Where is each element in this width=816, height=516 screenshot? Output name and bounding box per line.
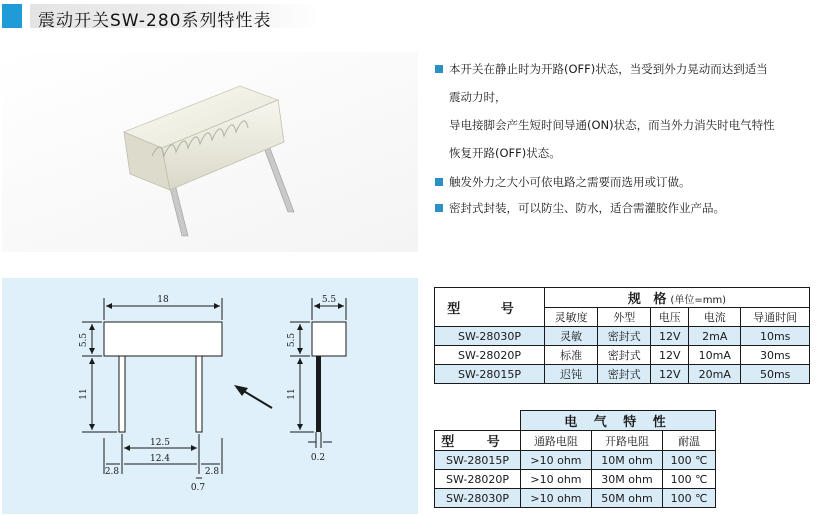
table-row [435, 489, 716, 508]
spec-cell: SW-28020P [435, 346, 545, 365]
dimension-drawing-svg [2, 278, 418, 514]
spec-cell: 密封式 [598, 365, 651, 384]
page-title: 震动开关SW-280系列特性表 [38, 11, 272, 31]
table-row [435, 365, 810, 384]
spec-title-cell [545, 288, 810, 308]
spec-cell: 12V [651, 365, 689, 384]
feature-list [435, 62, 810, 215]
table-row [435, 327, 810, 346]
dim-body-length: 18 [157, 295, 169, 305]
spec-cell: 20mA [689, 365, 741, 384]
elec-cell: 50M ohm [591, 489, 662, 508]
feature-3-text: 密封式封装，可以防尘、防水，适合需灌胶作业产品。 [449, 201, 725, 215]
spec-cell: 12V [651, 346, 689, 365]
table-row [435, 346, 810, 365]
elec-col-on-resistance: 通路电阻 [521, 431, 592, 451]
spec-cell: 密封式 [598, 346, 651, 365]
elec-cell: 100 ℃ [663, 470, 716, 489]
spec-cell: 灵敏 [545, 327, 598, 346]
spec-cell: 10ms [741, 327, 810, 346]
feature-item-2 [435, 175, 810, 189]
spec-cell: 2mA [689, 327, 741, 346]
spec-cell: 密封式 [598, 327, 651, 346]
bullet-square-icon [435, 65, 443, 73]
feature-1-line-3: 导电接脚会产生短时间导通(ON)状态，而当外力消失时电气特性 [449, 118, 775, 132]
dim-side-lead-thickness: 0.2 [310, 453, 326, 463]
spec-unit: (单位=mm) [670, 295, 727, 306]
table-row [435, 470, 716, 489]
feature-item-3 [435, 201, 810, 215]
feature-1-line-4: 恢复开路(OFF)状态。 [449, 146, 561, 160]
spec-cell: 迟钝 [545, 365, 598, 384]
bullet-square-icon [435, 204, 443, 212]
elec-title: 电 气 特 性 [521, 411, 716, 431]
spec-cell: SW-28030P [435, 327, 545, 346]
dim-lead-edge-left: 2.8 [104, 467, 120, 477]
dim-side-width: 5.5 [321, 295, 337, 305]
electrical-table [434, 410, 716, 508]
dim-lead-length: 11 [79, 388, 89, 400]
dim-lead-width: 0.7 [190, 483, 206, 493]
bullet-square-icon [435, 178, 443, 186]
spec-col-form: 外型 [598, 308, 651, 327]
spec-model-header: 型 号 [435, 288, 545, 327]
spec-table [434, 287, 810, 384]
product-photo [2, 52, 418, 252]
feature-item-1 [435, 62, 810, 160]
dimension-drawing [2, 278, 418, 514]
table-row [435, 451, 716, 470]
spec-cell: 标准 [545, 346, 598, 365]
elec-cell: 100 ℃ [663, 451, 716, 470]
elec-cell: SW-28015P [435, 451, 521, 470]
spec-col-sensitivity: 灵敏度 [545, 308, 598, 327]
elec-cell: 10M ohm [591, 451, 662, 470]
elec-cell: SW-28030P [435, 489, 521, 508]
feature-1-line-1: 本开关在静止时为开路(OFF)状态，当受到外力晃动而达到适当 [449, 62, 768, 76]
elec-cell: 100 ℃ [663, 489, 716, 508]
elec-col-off-resistance: 开路电阻 [591, 431, 662, 451]
spec-cell: 12V [651, 327, 689, 346]
spec-cell: 30ms [741, 346, 810, 365]
feature-1-line-2: 震动力时， [449, 90, 507, 104]
elec-cell: >10 ohm [521, 489, 592, 508]
dim-side-lead: 11 [287, 388, 297, 400]
spec-title: 规 格 [627, 292, 671, 307]
dim-pitch-inner: 12.4 [149, 454, 171, 464]
spec-cell: 10mA [689, 346, 741, 365]
vibration-switch-image [2, 52, 418, 252]
dim-side-height: 5.5 [287, 332, 297, 348]
elec-cell: >10 ohm [521, 451, 592, 470]
feature-2-text: 触发外力之大小可依电路之需要而选用或订做。 [449, 175, 691, 189]
spec-cell: 50ms [741, 365, 810, 384]
elec-blank-corner [435, 411, 521, 431]
elec-cell: >10 ohm [521, 470, 592, 489]
spec-cell: SW-28015P [435, 365, 545, 384]
elec-model-header: 型 号 [435, 431, 521, 451]
spec-col-current: 电流 [689, 308, 741, 327]
dim-lead-edge-right: 2.8 [204, 467, 220, 477]
dim-body-height: 5.5 [79, 332, 89, 348]
elec-cell: SW-28020P [435, 470, 521, 489]
dim-pitch-outer: 12.5 [149, 438, 171, 448]
elec-col-temperature: 耐温 [663, 431, 716, 451]
spec-col-conduction-time: 导通时间 [741, 308, 810, 327]
elec-cell: 30M ohm [591, 470, 662, 489]
spec-col-voltage: 电压 [651, 308, 689, 327]
header-accent-square [2, 4, 22, 28]
